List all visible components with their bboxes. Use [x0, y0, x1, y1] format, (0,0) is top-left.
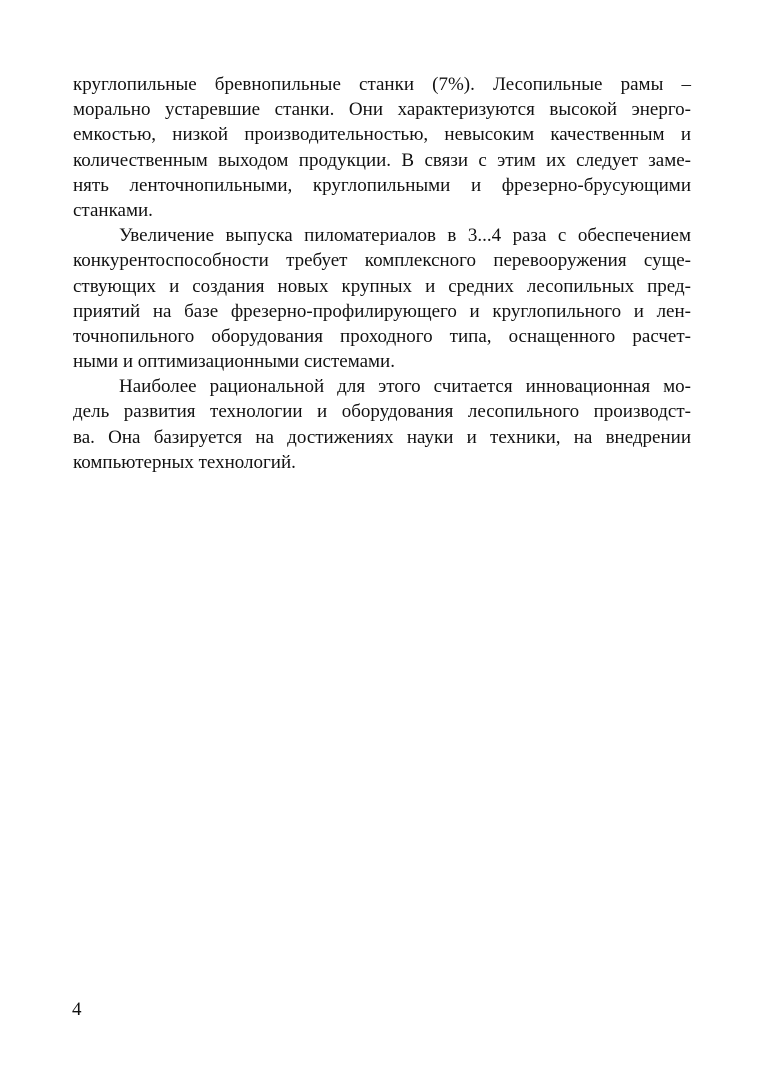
- text-line: станками.: [73, 199, 153, 221]
- paragraph-3: [73, 374, 691, 475]
- document-body: [73, 72, 691, 475]
- text-line: емкостью, низкой производительностью, невысоким качественным и: [73, 124, 691, 146]
- text-line: компьютерных технологий.: [73, 451, 296, 473]
- text-line: ными и оптимизационными системами.: [73, 351, 395, 373]
- text-line: приятий на базе фрезерно-профилирующего и круглопильного и лен-: [73, 300, 691, 322]
- text-line: точнопильного оборудования проходного типа, оснащенного расчет-: [73, 325, 691, 347]
- text-line: морально устаревшие станки. Они характеризуются высокой энерго-: [73, 99, 691, 121]
- text-line: ва. Она базируется на достижениях науки и техники, на внедрении: [73, 426, 691, 448]
- text-line: ствующих и создания новых крупных и средних лесопильных пред-: [73, 275, 691, 297]
- text-line: нять ленточнопильными, круглопильными и фрезерно-брусующими: [73, 174, 691, 196]
- text-line: конкурентоспособности требует комплексного перевооружения суще-: [73, 250, 691, 272]
- text-line: дель развития технологии и оборудования лесопильного производст-: [73, 401, 691, 423]
- text-line: круглопильные бревнопильные станки (7%). Лесопильные рамы –: [73, 74, 691, 95]
- text-line: Наиболее рациональной для этого считается инновационная мо-: [119, 376, 691, 398]
- paragraph-2: [73, 223, 691, 374]
- text-line: количественным выходом продукции. В связи с этим их следует заме-: [73, 149, 691, 171]
- text-line: Увеличение выпуска пиломатериалов в 3...4 раза с обеспечением: [119, 225, 691, 247]
- page-number: 4: [72, 999, 82, 1020]
- paragraph-1: [73, 72, 691, 223]
